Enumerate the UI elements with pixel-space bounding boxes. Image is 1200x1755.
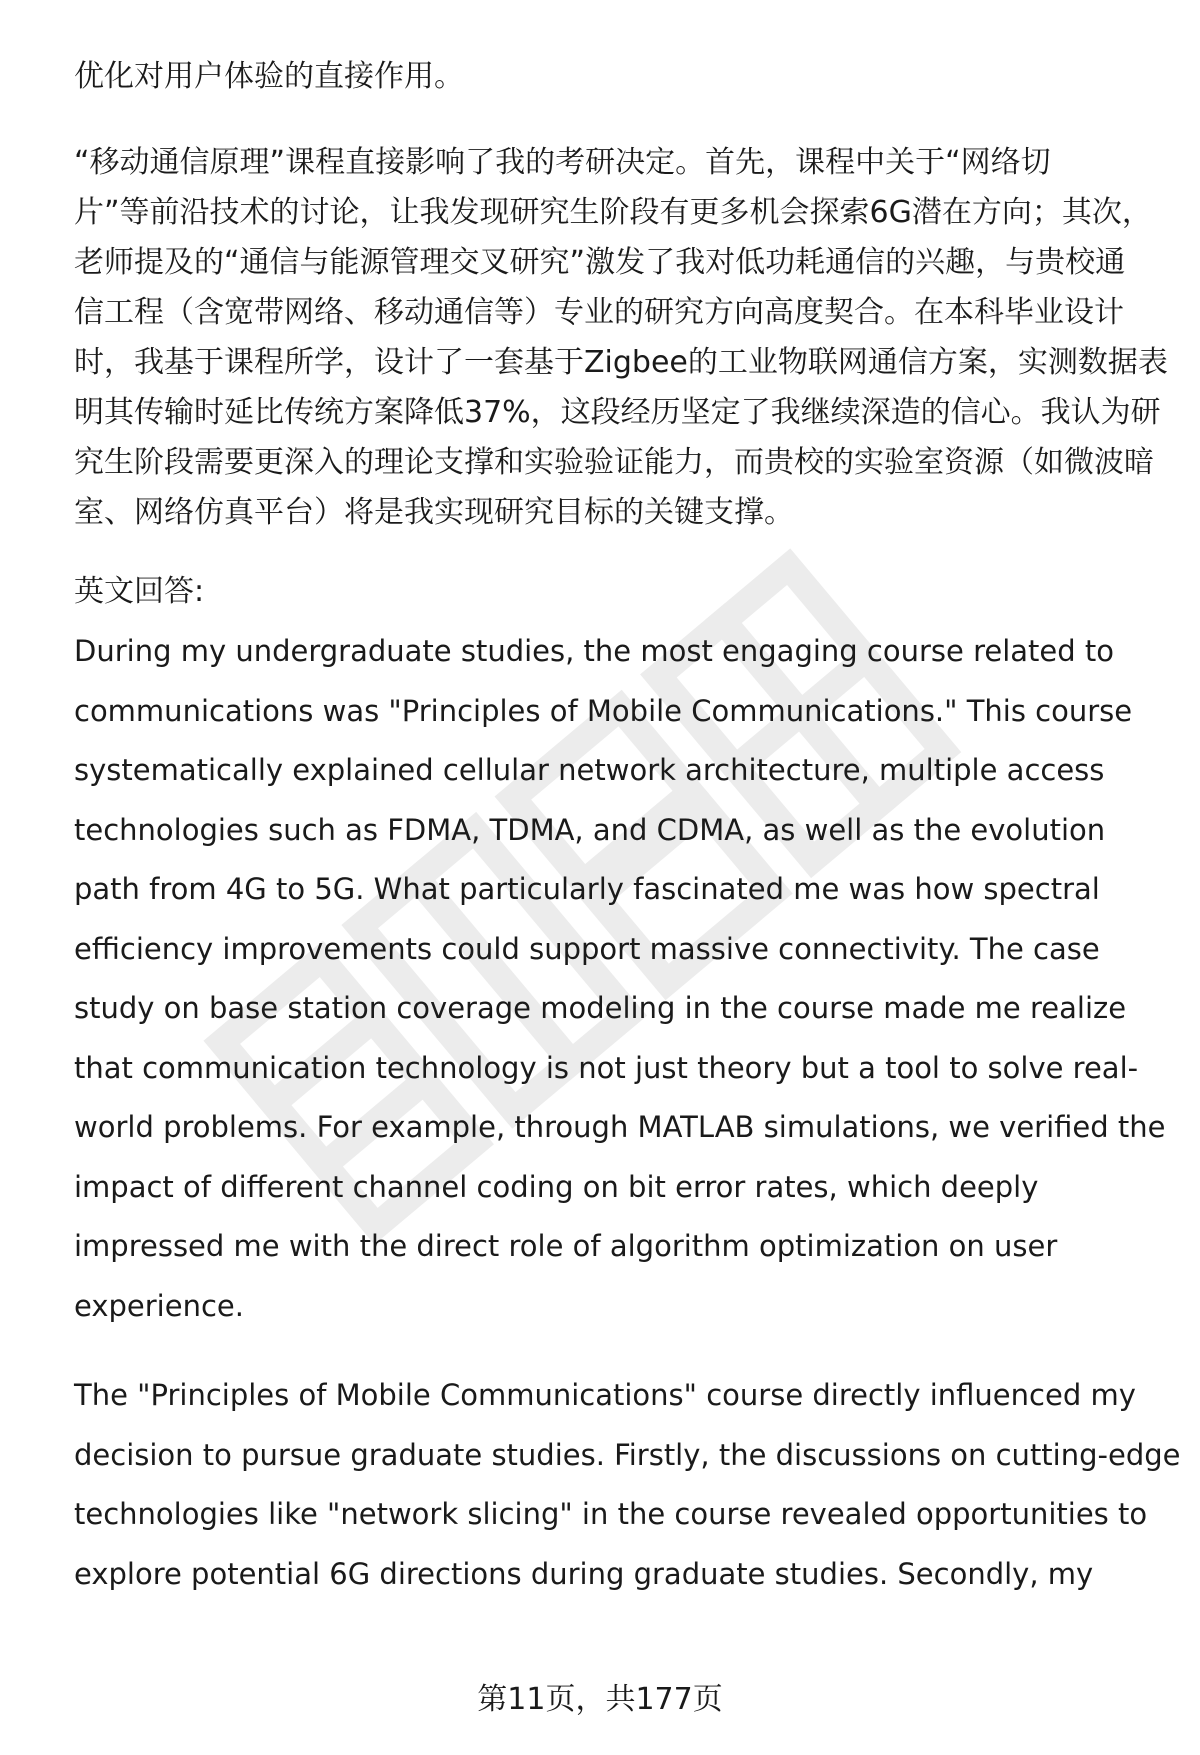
text-line: 片”等前沿技术的讨论，让我发现研究生阶段有更多机会探索6G潜在方向；其次，: [74, 195, 1152, 230]
text-line: 室、网络仿真平台）将是我实现研究目标的关键支撑。: [74, 495, 794, 530]
text-line: impressed me with the direct role of algorithm optimization on user: [74, 1229, 1058, 1263]
text-line: 时，我基于课程所学，设计了一套基于Zigbee的工业物联网通信方案，实测数据表: [74, 345, 1168, 380]
text-line: 究生阶段需要更深入的理论支撑和实验验证能力，而贵校的实验室资源（如微波暗: [74, 445, 1154, 480]
chinese-intro: [74, 52, 1159, 102]
text-line: “移动通信原理”课程直接影响了我的考研决定。首先，课程中关于“网络切: [74, 145, 1051, 180]
text-line: technologies like "network slicing" in the course revealed opportunities to: [74, 1497, 1148, 1531]
text-line: efficiency improvements could support massive connectivity. The case: [74, 931, 1100, 966]
text-line: 明其传输时延比传统方案降低37%，这段经历坚定了我继续深造的信心。我认为研: [74, 395, 1161, 430]
text-line: study on base station coverage modeling in the course made me realize: [74, 991, 1127, 1025]
text-line: that communication technology is not just theory but a tool to solve real-: [74, 1050, 1139, 1085]
text-line: technologies such as FDMA, TDMA, and CDMA, as well as the evolution: [74, 812, 1106, 847]
text-line: explore potential 6G directions during graduate studies. Secondly, my: [74, 1556, 1094, 1591]
text-line: 优化对用户体验的直接作用。: [74, 59, 464, 94]
text-line: During my undergraduate studies, the most engaging course related to: [74, 634, 1114, 668]
english-paragraph-2: [74, 1366, 1181, 1604]
page-number-footer: 第11页，共177页: [477, 1682, 723, 1717]
text-line: world problems. For example, through MATLAB simulations, we verified the: [74, 1110, 1166, 1144]
english-paragraph-1: [74, 622, 1166, 1336]
chinese-paragraph: [74, 138, 1168, 538]
english-answer-heading: 英文回答:: [74, 574, 205, 609]
text-line: communications was "Principles of Mobile Communications." This course: [74, 693, 1133, 728]
text-line: 信工程（含宽带网络、移动通信等）专业的研究方向高度契合。在本科毕业设计: [74, 295, 1124, 330]
text-line: impact of different channel coding on bit error rates, which deeply: [74, 1169, 1039, 1204]
text-line: systematically explained cellular network architecture, multiple access: [74, 753, 1105, 787]
text-line: decision to pursue graduate studies. Firstly, the discussions on cutting-edge: [74, 1437, 1181, 1472]
document-body: [74, 52, 1181, 1604]
text-line: path from 4G to 5G. What particularly fascinated me was how spectral: [74, 872, 1100, 906]
text-line: The "Principles of Mobile Communications" course directly influenced my: [74, 1378, 1136, 1412]
text-line: 老师提及的“通信与能源管理交叉研究”激发了我对低功耗通信的兴趣，与贵校通: [74, 245, 1126, 280]
text-line: experience.: [74, 1288, 244, 1323]
